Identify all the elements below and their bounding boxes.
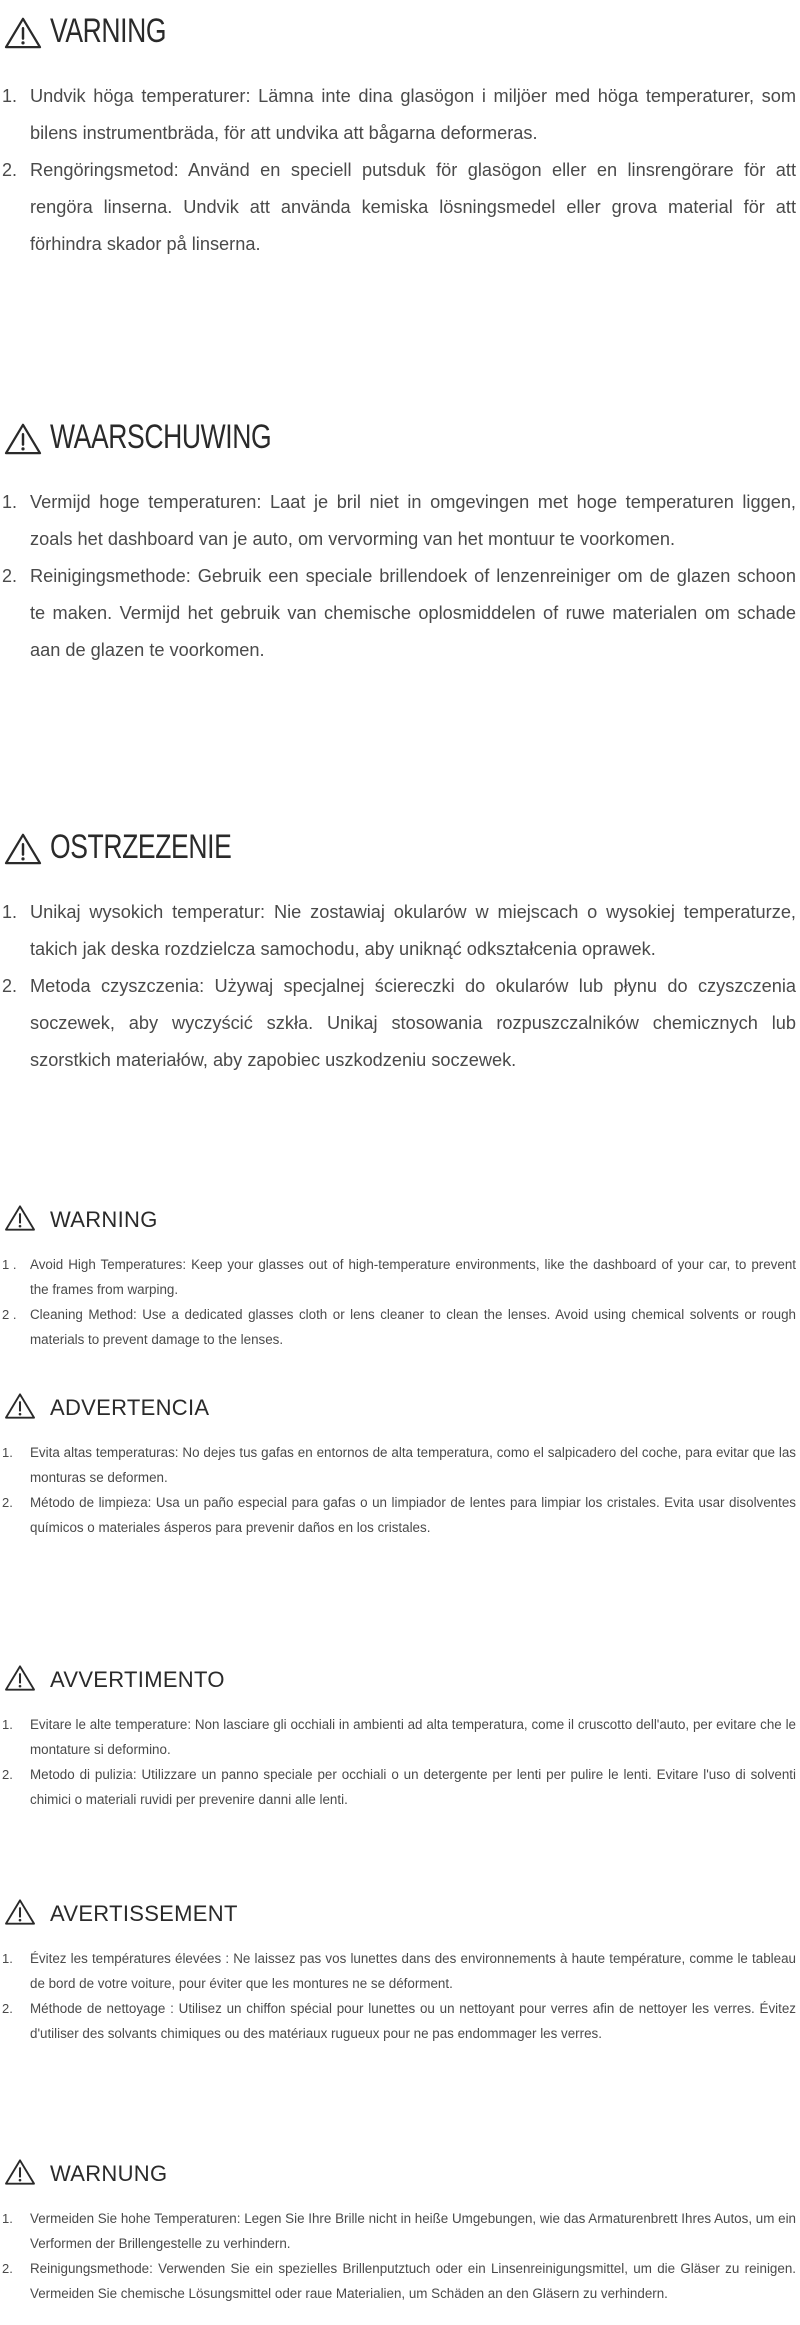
item-number: 2 . (2, 1307, 17, 1322)
item-text: Rengöringsmetod: Använd en speciell putsduk för glasögon eller en linsrengörare för att rengöra linserna. Undvik att använda kemiska lösningsmedel eller grova material för att förhindra skador på linserna. (30, 160, 796, 254)
warning-triangle-icon (4, 2158, 36, 2186)
item-number: 2. (2, 2261, 13, 2276)
list-item (0, 484, 800, 558)
item-number: 1 . (2, 1257, 17, 1272)
warning-section-french (0, 1898, 800, 2046)
list-item (0, 2256, 800, 2306)
item-number: 1. (2, 1951, 13, 1966)
item-text: Avoid High Temperatures: Keep your glasses out of high-temperature environments, like the dashboard of your car, to prevent the frames from warping. (30, 1257, 796, 1297)
section-heading (0, 1664, 800, 1700)
section-heading (0, 1204, 800, 1240)
item-number: 1. (2, 2211, 13, 2226)
warning-section-dutch (0, 418, 800, 669)
list-item (0, 1712, 800, 1762)
warning-list (0, 78, 800, 263)
warning-triangle-icon (4, 1392, 36, 1420)
section-heading (0, 1392, 800, 1428)
item-text: Unikaj wysokich temperatur: Nie zostawiaj okularów w miejscach o wysokiej temperaturze, takich jak deska rozdzielcza samochodu, aby uniknąć odkształcenia oprawek. (30, 902, 796, 959)
warning-section-german (0, 2158, 800, 2306)
warning-list (0, 1712, 800, 1812)
item-number: 1. (2, 86, 18, 106)
warning-section-spanish (0, 1392, 800, 1540)
item-text: Undvik höga temperaturer: Lämna inte dina glasögon i miljöer med höga temperaturer, som bilens instrumentbräda, för att undvika att bågarna deformeras. (30, 86, 796, 143)
item-number: 2. (2, 2001, 13, 2016)
item-text: Vermijd hoge temperaturen: Laat je bril niet in omgevingen met hoge temperaturen liggen, zoals het dashboard van je auto, om vervorming van het montuur te voorkomen. (30, 492, 796, 549)
list-item (0, 968, 800, 1079)
item-text: Método de limpieza: Usa un paño especial para gafas o un limpiador de lentes para limpiar los cristales. Evita usar disolventes químicos o materiales ásperos para prevenir daños en los cristales. (30, 1495, 796, 1535)
section-heading (0, 12, 800, 58)
warning-section-english (0, 1204, 800, 1352)
item-text: Reinigungsmethode: Verwenden Sie ein spezielles Brillenputztuch oder ein Linsenreinigungsmittel, um die Gläser zu reinigen. Vermeiden Sie chemische Lösungsmittel oder raue Materialien, um Schäden an den Gläsern zu verhindern. (30, 2261, 796, 2301)
section-heading (0, 418, 800, 464)
item-text: Cleaning Method: Use a dedicated glasses cloth or lens cleaner to clean the lenses. Avoid using chemical solvents or rough materials to prevent damage to the lenses. (30, 1307, 796, 1347)
item-number: 2. (2, 566, 18, 586)
section-title: VARNING (50, 12, 167, 50)
item-number: 2. (2, 160, 18, 180)
warning-triangle-icon (4, 1664, 36, 1692)
warning-section-polish (0, 828, 800, 1079)
warning-triangle-icon (4, 1898, 36, 1926)
section-title: WAARSCHUWING (50, 418, 272, 456)
item-text: Vermeiden Sie hohe Temperaturen: Legen Sie Ihre Brille nicht in heiße Umgebungen, wie das Armaturenbrett Ihres Autos, um ein Verformen der Brillengestelle zu verhindern. (30, 2211, 796, 2251)
warning-triangle-icon (4, 1204, 36, 1232)
item-text: Evita altas temperaturas: No dejes tus gafas en entornos de alta temperatura, como el salpicadero del coche, para evitar que las monturas se deformen. (30, 1445, 796, 1485)
item-number: 1. (2, 902, 18, 922)
section-heading (0, 828, 800, 874)
list-item (0, 1302, 800, 1352)
list-item (0, 1252, 800, 1302)
item-number: 2. (2, 1767, 13, 1782)
warning-triangle-icon (4, 422, 42, 456)
item-text: Reinigingsmethode: Gebruik een speciale brillendoek of lenzenreiniger om de glazen schoon te maken. Vermijd het gebruik van chemische oplosmiddelen of ruwe materialen om schade aan de glazen te voorkomen. (30, 566, 796, 660)
item-number: 2. (2, 1495, 13, 1510)
warning-list (0, 1252, 800, 1352)
list-item (0, 1996, 800, 2046)
warning-triangle-icon (4, 16, 42, 50)
list-item (0, 1946, 800, 1996)
item-text: Metoda czyszczenia: Używaj specjalnej ściereczki do okularów lub płynu do czyszczenia soczewek, aby wyczyścić szkła. Unikaj stosowania rozpuszczalników chemicznych lub szorstkich materiałów, aby zapobiec uszkodzeniu soczewek. (30, 976, 796, 1070)
section-title: OSTRZEZENIE (50, 828, 232, 866)
item-text: Méthode de nettoyage : Utilisez un chiffon spécial pour lunettes ou un nettoyant pour verres afin de nettoyer les verres. Évitez d'utiliser des solvants chimiques ou des matériaux rugueux pour ne pas endommager les verres. (30, 2001, 796, 2041)
warning-section-italian (0, 1664, 800, 1812)
section-heading (0, 2158, 800, 2194)
item-number: 1. (2, 1445, 13, 1460)
item-text: Metodo di pulizia: Utilizzare un panno speciale per occhiali o un detergente per lenti per pulire le lenti. Evitare l'uso di solventi chimici o materiali ruvidi per prevenire danni alle lenti. (30, 1767, 796, 1807)
section-title: ADVERTENCIA (50, 1395, 210, 1420)
list-item (0, 1490, 800, 1540)
section-title: WARNING (50, 1207, 158, 1232)
list-item (0, 1762, 800, 1812)
section-heading (0, 1898, 800, 1934)
warning-list (0, 894, 800, 1079)
warning-section-swedish (0, 12, 800, 263)
item-number: 1. (2, 492, 18, 512)
list-item (0, 894, 800, 968)
warning-list (0, 2206, 800, 2306)
warning-list (0, 1440, 800, 1540)
list-item (0, 78, 800, 152)
list-item (0, 2206, 800, 2256)
item-text: Evitare le alte temperature: Non lasciare gli occhiali in ambienti ad alta temperatura, come il cruscotto dell'auto, per evitare che le montature si deformino. (30, 1717, 796, 1757)
item-number: 1. (2, 1717, 13, 1732)
list-item (0, 152, 800, 263)
warning-list (0, 484, 800, 669)
list-item (0, 1440, 800, 1490)
list-item (0, 558, 800, 669)
warning-list (0, 1946, 800, 2046)
section-title: WARNUNG (50, 2161, 168, 2186)
section-title: AVVERTIMENTO (50, 1667, 225, 1692)
item-number: 2. (2, 976, 18, 996)
section-title: AVERTISSEMENT (50, 1901, 238, 1926)
warning-triangle-icon (4, 832, 42, 866)
item-text: Évitez les températures élevées : Ne laissez pas vos lunettes dans des environnements à haute température, comme le tableau de bord de votre voiture, pour éviter que les montures ne se déforment. (30, 1951, 796, 1991)
